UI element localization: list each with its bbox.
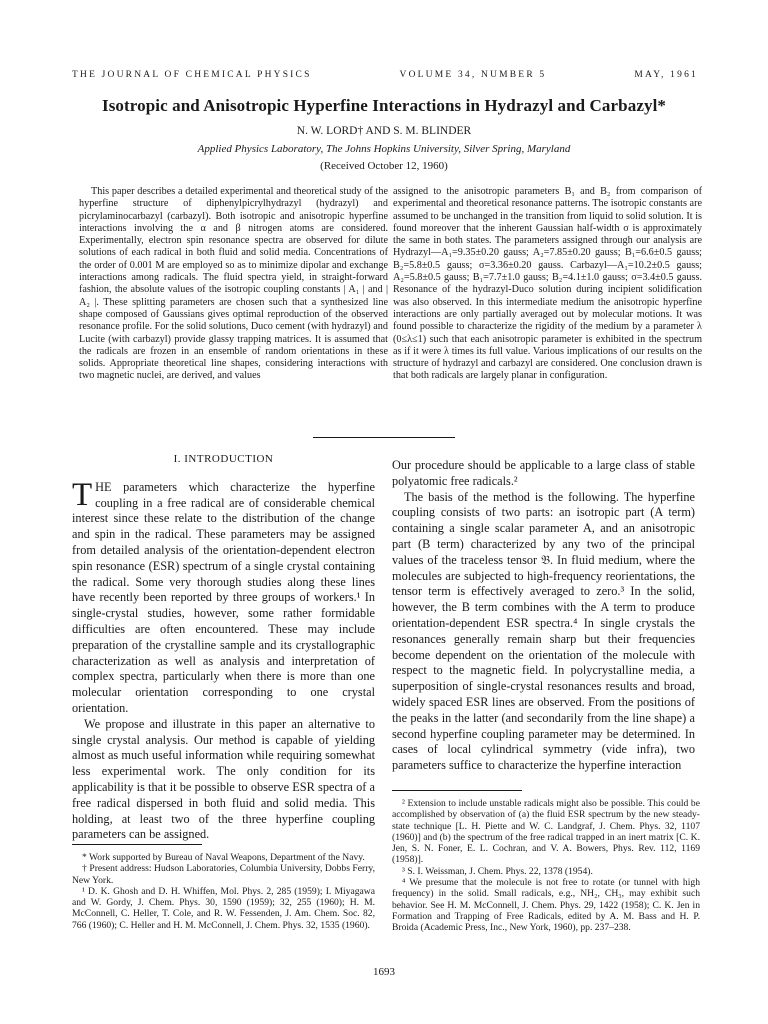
intro-paragraph-2: We propose and illustrate in this paper an alternative to single crystal analysis. Our method is capable of yielding almost as much useful information while requiring somewhat less experimental work. The only condition for its applicability is that it be possible to observe ESR spectra of a free radical dispersed in both fluid and solid media. This holding, at least two of the three hyperfine coupling parameters can be assigned.: [72, 716, 375, 842]
footnote-divider: [392, 790, 522, 791]
drop-cap: T: [72, 476, 93, 513]
footnote: ² Extension to include unstable radicals might also be possible. This could be accomplished by observation of (a) the fluid ESR spectrum by the new steady-state technique [L. H. Piette and W. C. Landgraf, J. Chem. Phys. 32, 1107 (1960)] and (b) the spectrum of the free radical trapped in an inert matrix [C. K. Jen, S. N. Foner, E. L. Cochran, and V. A. Bowers, Phys. Rev. 112, 1169 (1958)].: [392, 798, 700, 866]
footnotes-right: [392, 784, 700, 934]
intro-paragraph-4: The basis of the method is the following. The hyperfine coupling consists of two parts: an isotropic part (A term) containing a single scalar parameter A, and an anisotropic part (B term) characterized by any two of the principal values of the traceless tensor 𝔅. In fluid medium, where the molecules are subjected to high-frequency reorientations, the tensor term is effectively averaged to zero.³ In the solid, however, the B term combines with the A term to produce orientation-dependent ESR spectra.⁴ In single crystals the resonances generally remain sharp but their frequencies become dependent on the orientation of the molecule with respect to the magnetic field. In polycrystalline media, a superposition of single-crystal resonances results and broad, widely spaced ESR lines are observed. From the positions of the peaks in the latter (and secondarily from the line shape) a second hyperfine coupling parameter may be determined. In cases of local cylindrical symmetry (vide infra), two parameters suffice to characterize the hyperfine interaction: [392, 489, 695, 773]
footnote: ⁴ We presume that the molecule is not free to rotate (or tunnel with high frequency) in the solid. Small radicals, e.g., NH₂, CH₃, may exhibit such behavior. See H. M. McConnell, J. Chem. Phys. 29, 1422 (1958); C. K. Jen in Formation and Trapping of Free Radicals, edited by A. M. Bass and H. P. Broida (Academic Press, Inc., New York, 1960), pp. 237–238.: [392, 877, 700, 934]
body-right-column: [392, 458, 695, 774]
section-divider: [313, 437, 455, 438]
abstract-text-left: This paper describes a detailed experimental and theoretical study of the hyperfine structure of diphenylpicrylhydrazyl (hydrazyl) and picrylaminocarbazyl (carbazyl). Both isotropic and anisotropic hyperfine interactions involving the α and β nitrogen atoms are considered. Experimentally, electron spin resonance spectra are observed for dilute solutions of each radical in both fluid and solid media. Concentrations of the order of 0.001 M are employed so as to minimize dipolar and exchange interactions among radicals. The fluid spectra yield, in straight-forward fashion, the absolute values of the isotropic coupling constants | A₁ | and | A₂ |. These splitting parameters are chosen such that a synthesized line shape composed of Gaussians gives optimal reproduction of the observed resonance profile. For the solid solutions, Duco cement (with hydrazyl) and Lucite (with carbazyl) provide glassy trapping matrices. It is assumed that the radicals are frozen in an ensemble of random orientations in these solids. Appropriate theoretical line shapes, considering interactions with two magnetic nuclei, are derived, and values: [79, 186, 388, 382]
abstract-right-column: [393, 186, 702, 383]
body-left-column: [72, 452, 375, 843]
footnote: * Work supported by Bureau of Naval Weapons, Department of the Navy.: [82, 852, 365, 863]
authors: N. W. LORD† AND S. M. BLINDER: [296, 125, 472, 137]
received-date: (Received October 12, 1960): [320, 160, 448, 172]
footnote: † Present address: Hudson Laboratories, Columbia University, Dobbs Ferry, New York.: [72, 863, 375, 886]
intro-paragraph-1-text: HE parameters which characterize the hyperfine coupling in a free radical are of considerable chemical interest since these relate to the distribution of the change and spin in the radical. These parameters may be assigned from detailed analysis of the orientation-dependent electron spin resonance (ESR) spectrum of a single crystal containing the radical. Some very thorough studies along these lines have recently been reported by three groups of workers.¹ In single-crystal studies, however, some rather formidable difficulties are often encountered. These may include preparation of the crystalline sample and its crystallographic characterization as well as analysis and interpretation of complex spectra, particularly when there is more than one molecular orientation corresponding to one crystal orientation.: [72, 479, 375, 715]
intro-paragraph-3: Our procedure should be applicable to a large class of stable polyatomic free radicals.²: [392, 458, 695, 488]
footnotes-left: [72, 838, 375, 931]
intro-paragraph-1: [72, 476, 375, 717]
footnote-divider: [72, 844, 202, 845]
footnote: ¹ D. K. Ghosh and D. H. Whiffen, Mol. Phys. 2, 285 (1959); I. Miyagawa and W. Gordy, J. Chem. Phys. 30, 1590 (1959); 32, 255 (1960); H. M. McConnell, C. Heller, T. Cole, and R. W. Fessenden, J. Am. Chem. Soc. 82, 766 (1960); C. Heller and H. M. McConnell, J. Chem. Phys. 32, 1535 (1960).: [72, 885, 375, 931]
page-number: 1693: [373, 966, 395, 978]
abstract-left-column: [79, 186, 388, 383]
volume-number: VOLUME 34, NUMBER 5: [399, 70, 547, 80]
journal-name: THE JOURNAL OF CHEMICAL PHYSICS: [72, 70, 312, 80]
footnote: ³ S. I. Weissman, J. Chem. Phys. 22, 1378 (1954).: [402, 865, 593, 877]
running-header: [72, 70, 698, 80]
issue-date: MAY, 1961: [634, 70, 698, 80]
abstract-text-right: assigned to the anisotropic parameters B₁ and B₂ from comparison of experimental and theoretical resonance patterns. The isotropic constants are assumed to be unchanged in the transition from liquid to solid solution. It is found moreover that the inherent Gaussian half-width σ is approximately the same in both states. The parameters assigned through our analysis are Hydrazyl—A₁=9.35±0.20 gauss; A₂=7.85±0.20 gauss; B₁=6.6±0.5 gauss; B₂=5.8±0.5 gauss; σ=3.36±0.20 gauss. Carbazyl—A₁=10.2±0.5 gauss; A₂=5.8±0.5 gauss; B₁=7.7±1.0 gauss; B₂=4.1±1.0 gauss; σ=3.4±0.5 gauss. Resonance of the hydrazyl-Duco solution during incipient solidification was also observed. In this intermediate medium the anisotropic hyperfine interactions are only partially averaged out by molecular motions. It was found possible to characterize the rigidity of the medium by a parameter λ (0≤λ≤1) such that each anisotropic parameter is exhibited in the spectrum as if it were λ times its full value. Various implications of our results on the structure of hydrazyl and carbazyl are considered. One conclusion drawn is that both radicals are largely planar in configuration.: [393, 186, 702, 382]
article-title: Isotropic and Anisotropic Hyperfine Interactions in Hydrazyl and Carbazyl*: [101, 96, 667, 115]
affiliation: Applied Physics Laboratory, The Johns Hopkins University, Silver Spring, Maryland: [197, 143, 571, 155]
section-heading: I. INTRODUCTION: [173, 453, 274, 465]
